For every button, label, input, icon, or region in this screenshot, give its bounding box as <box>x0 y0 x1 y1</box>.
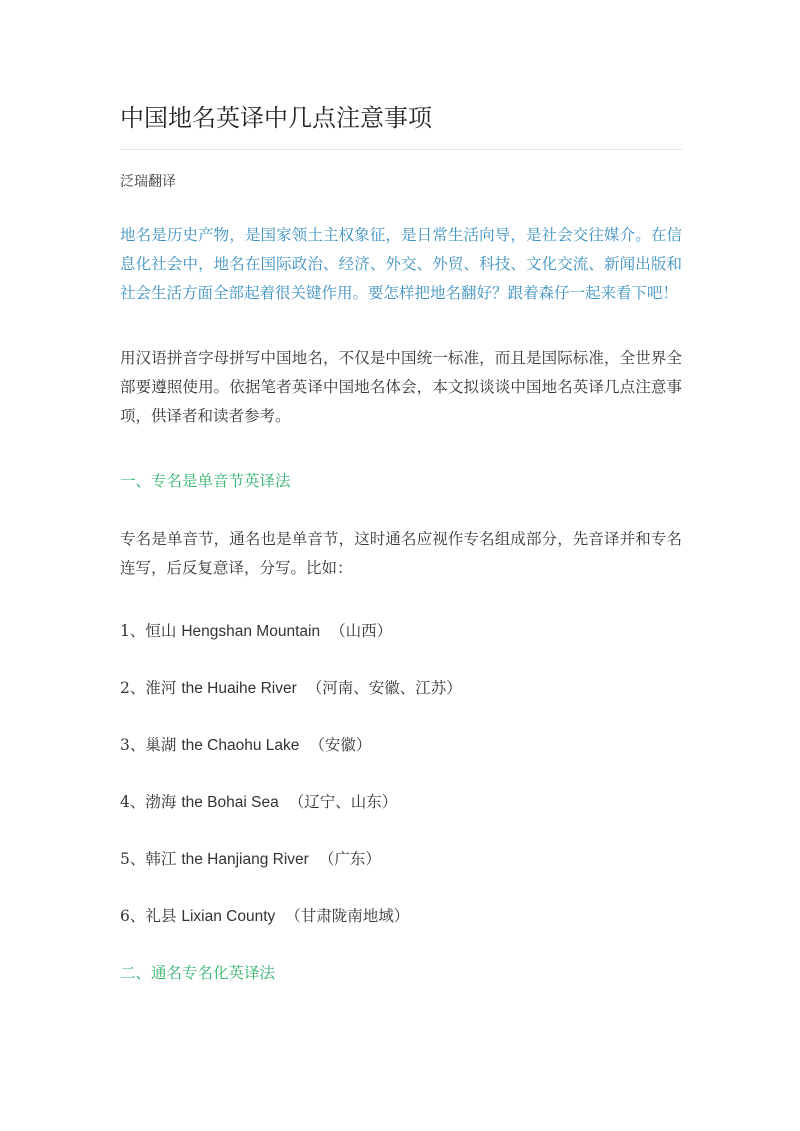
list-item <box>120 674 462 703</box>
example-region: （山西） <box>330 622 393 640</box>
example-chinese-name: 恒山 <box>145 622 177 640</box>
list-item <box>120 788 397 817</box>
list-item <box>120 845 381 874</box>
example-chinese-name: 淮河 <box>145 679 177 697</box>
example-region: （甘肃陇南地域） <box>285 907 410 925</box>
example-chinese-name: 巢湖 <box>145 736 177 754</box>
example-number: 6、 <box>120 907 146 925</box>
example-chinese-name: 韩江 <box>145 850 177 868</box>
intro-paragraph: 地名是历史产物，是国家领土主权象征，是日常生活向导，是社会交往媒介。在信息化社会中，地名在国际政治、经济、外交、外贸、科技、文化交流、新闻出版和社会生活方面全部起着很关键作用。要怎样把地名翻好？跟着森仔一起来看下吧！ <box>120 226 682 302</box>
example-english-name: Lixian County <box>181 908 276 925</box>
list-item <box>120 902 409 931</box>
page-title: 中国地名英译中几点注意事项 <box>120 104 432 132</box>
section-2-heading: 二、通名专名化英译法 <box>120 964 276 982</box>
example-chinese-name: 渤海 <box>145 793 177 811</box>
example-region: （河南、安徽、江苏） <box>306 679 462 697</box>
example-number: 4、 <box>120 793 146 811</box>
example-english-name: the Huaihe River <box>181 680 297 697</box>
example-chinese-name: 礼县 <box>145 907 177 925</box>
title-divider <box>120 149 682 150</box>
list-item <box>120 617 392 646</box>
section-1-heading: 一、专名是单音节英译法 <box>120 472 291 490</box>
example-english-name: Hengshan Mountain <box>181 623 321 640</box>
example-english-name: the Hanjiang River <box>181 851 309 868</box>
paragraph-1: 用汉语拼音字母拼写中国地名，不仅是中国统一标准，而且是国际标准，全世界全部要遵照使用。依据笔者英译中国地名体会，本文拟谈谈中国地名英译几点注意事项，供译者和读者参考。 <box>120 349 682 425</box>
list-item <box>120 731 371 760</box>
example-region: （辽宁、山东） <box>288 793 398 811</box>
author-name: 泛瑞翻译 <box>120 174 176 190</box>
example-number: 2、 <box>120 679 146 697</box>
example-number: 5、 <box>120 850 146 868</box>
example-region: （广东） <box>318 850 381 868</box>
section-1-text: 专名是单音节，通名也是单音节，这时通名应视作专名组成部分，先音译并和专名连写，后反复意译，分写。比如： <box>120 530 682 577</box>
example-number: 3、 <box>120 736 146 754</box>
example-region: （安徽） <box>309 736 372 754</box>
example-number: 1、 <box>120 622 146 640</box>
example-english-name: the Bohai Sea <box>181 794 279 811</box>
example-english-name: the Chaohu Lake <box>181 737 300 754</box>
